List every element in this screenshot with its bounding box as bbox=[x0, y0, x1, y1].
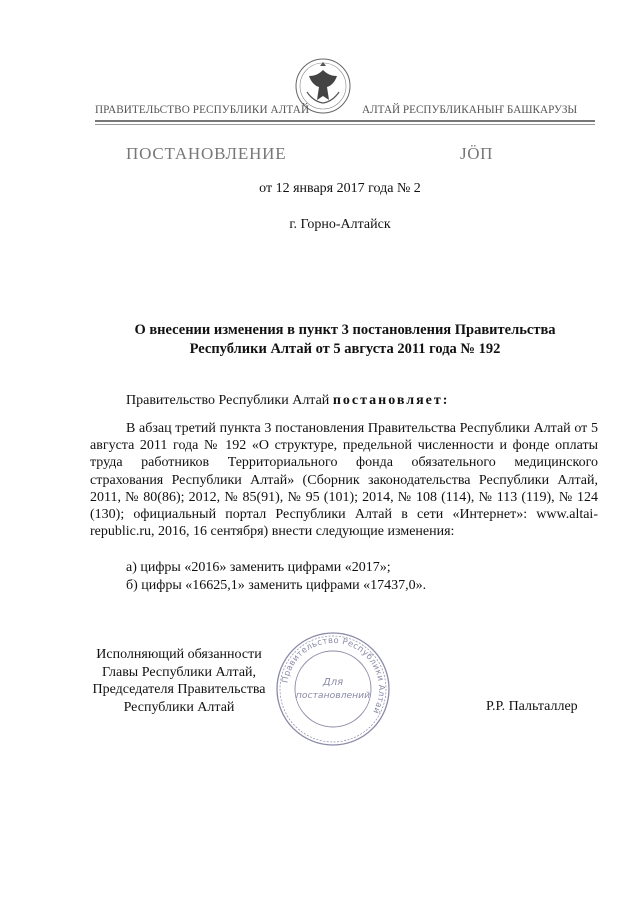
stamp-outer-text: Правительство Республики Алтай bbox=[279, 634, 388, 716]
signatory-position bbox=[84, 646, 274, 716]
header-rule-thick bbox=[95, 120, 595, 122]
signatory-line-1: Исполняющий обязанности bbox=[96, 647, 262, 662]
intro-text: Правительство Республики Алтай bbox=[126, 393, 333, 408]
stamp-center-line-1: Для bbox=[322, 677, 344, 688]
signatory-name: Р.Р. Пальталлер bbox=[486, 699, 578, 714]
intro-verb: постановляет: bbox=[332, 393, 450, 408]
city: г. Горно-Алтайск bbox=[289, 217, 391, 232]
signatory-line-4: Республики Алтай bbox=[123, 699, 235, 715]
header-org-alt: АЛТАЙ РЕСПУБЛИКАНЫҤ БАШКАРУЗЫ bbox=[362, 104, 578, 116]
signatory-line-3: Председателя Правительства bbox=[92, 682, 266, 697]
intro-paragraph bbox=[126, 393, 449, 409]
header-rule-thin bbox=[95, 124, 595, 125]
document-title bbox=[95, 321, 595, 359]
doc-type-alt: JӦП bbox=[460, 144, 493, 163]
doc-type-ru: ПОСТАНОВЛЕНИЕ bbox=[126, 144, 287, 163]
list-item: а) цифры «2016» заменить цифрами «2017»; bbox=[126, 560, 391, 575]
date-line: от 12 января 2017 года № 2 bbox=[259, 181, 421, 196]
body-paragraph: В абзац третий пункта 3 постановления Правительства Республики Алтай от 5 августа 2011 года № 192 «О структуре, предельной численности и фонде оплаты труда работников Территориального фонда обязательного медицинского страхования Республики Алтай» (Сборник законодательства Республики Алтай, 2011, № 80(86); 2012, № 85(91), № 95 (101); 2014, № 108 (114), № 113 (119), № 124 (130); официальный портал Республики Алтай в сети «Интернет»: www.altai-republic.ru, 2016, 16 сентября) внести следующие изменения: bbox=[90, 421, 598, 540]
list-item: б) цифры «16625,1» заменить цифрами «17437,0». bbox=[126, 578, 427, 593]
title-line-2: Республики Алтай от 5 августа 2011 года № 192 bbox=[189, 341, 501, 357]
title-line-1: О внесении изменения в пункт 3 постановления Правительства bbox=[134, 322, 556, 338]
signatory-line-2: Главы Республики Алтай, bbox=[101, 664, 257, 680]
stamp-center-line-2: постановлений bbox=[295, 690, 371, 701]
header-org-ru: ПРАВИТЕЛЬСТВО РЕСПУБЛИКИ АЛТАЙ bbox=[95, 104, 310, 116]
official-stamp bbox=[274, 630, 392, 748]
